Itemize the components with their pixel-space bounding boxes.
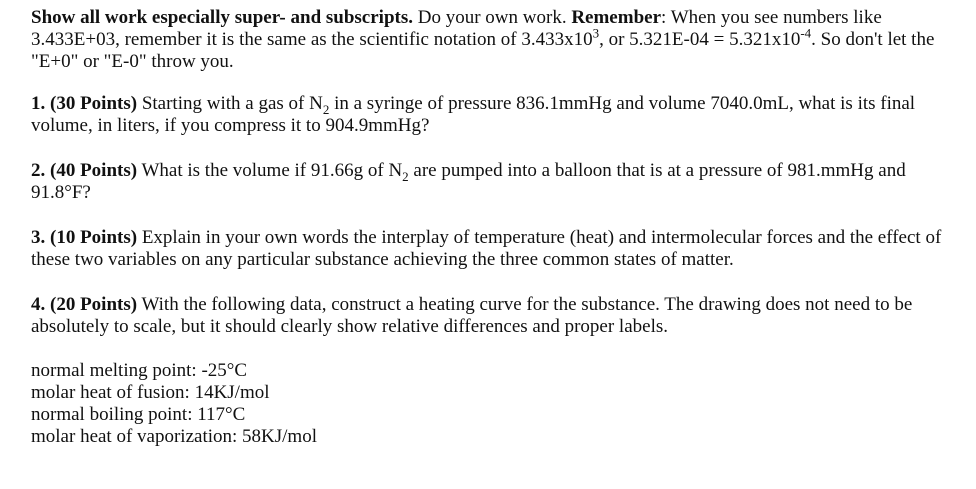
question-text: in a syringe of pressure 836.1mmHg and volume 7040.0mL, what is its final volume, in liters, if you compress it to 904.9mmHg? xyxy=(31,93,916,136)
question-text: Starting with a gas of N xyxy=(137,93,323,114)
instructions-paragraph xyxy=(31,7,950,73)
instructions-text: : When you see numbers like 3.433E+03, remember it is the same as the scientific notation of 3.433x10 xyxy=(31,7,882,50)
instructions-bold-lead: Show all work especially super- and subscripts. xyxy=(31,7,413,28)
substance-data-list xyxy=(31,360,950,448)
list-item: molar heat of fusion: 14KJ/mol xyxy=(31,382,270,403)
question-2 xyxy=(31,160,950,204)
question-text: With the following data, construct a heating curve for the substance. The drawing does not need to be absolutely to scale, but it should clearly show relative differences and proper labels. xyxy=(31,294,913,337)
question-2-label: 2. (40 Points) xyxy=(31,160,138,181)
question-1 xyxy=(31,93,950,137)
question-3 xyxy=(31,227,950,271)
question-text: Explain in your own words the interplay of temperature (heat) and intermolecular forces and the effect of these two variables on any particular substance achieving the three common states of matter. xyxy=(31,227,942,270)
list-item: normal melting point: -25°C xyxy=(31,360,248,381)
superscript: 3 xyxy=(592,25,600,41)
question-3-label: 3. (10 Points) xyxy=(31,227,138,248)
question-text: What is the volume if 91.66g of N xyxy=(137,160,403,181)
instructions-text: . So don't let the "E+0" or "E-0" throw you. xyxy=(31,29,935,72)
question-text: are pumped into a balloon that is at a pressure of 981.mmHg and 91.8°F? xyxy=(31,160,906,203)
subscript: 2 xyxy=(402,168,409,184)
instructions-text: Do your own work. xyxy=(413,7,572,28)
question-4-label: 4. (20 Points) xyxy=(31,294,138,315)
instructions-text: , or 5.321E-04 = 5.321x10 xyxy=(599,29,801,50)
superscript: -4 xyxy=(800,25,812,41)
subscript: 2 xyxy=(322,101,330,117)
list-item: normal boiling point: 117°C xyxy=(31,404,246,425)
question-1-label: 1. (30 Points) xyxy=(31,93,138,114)
question-4 xyxy=(31,294,950,338)
remember-label: Remember xyxy=(571,7,662,28)
list-item: molar heat of vaporization: 58KJ/mol xyxy=(31,426,317,447)
